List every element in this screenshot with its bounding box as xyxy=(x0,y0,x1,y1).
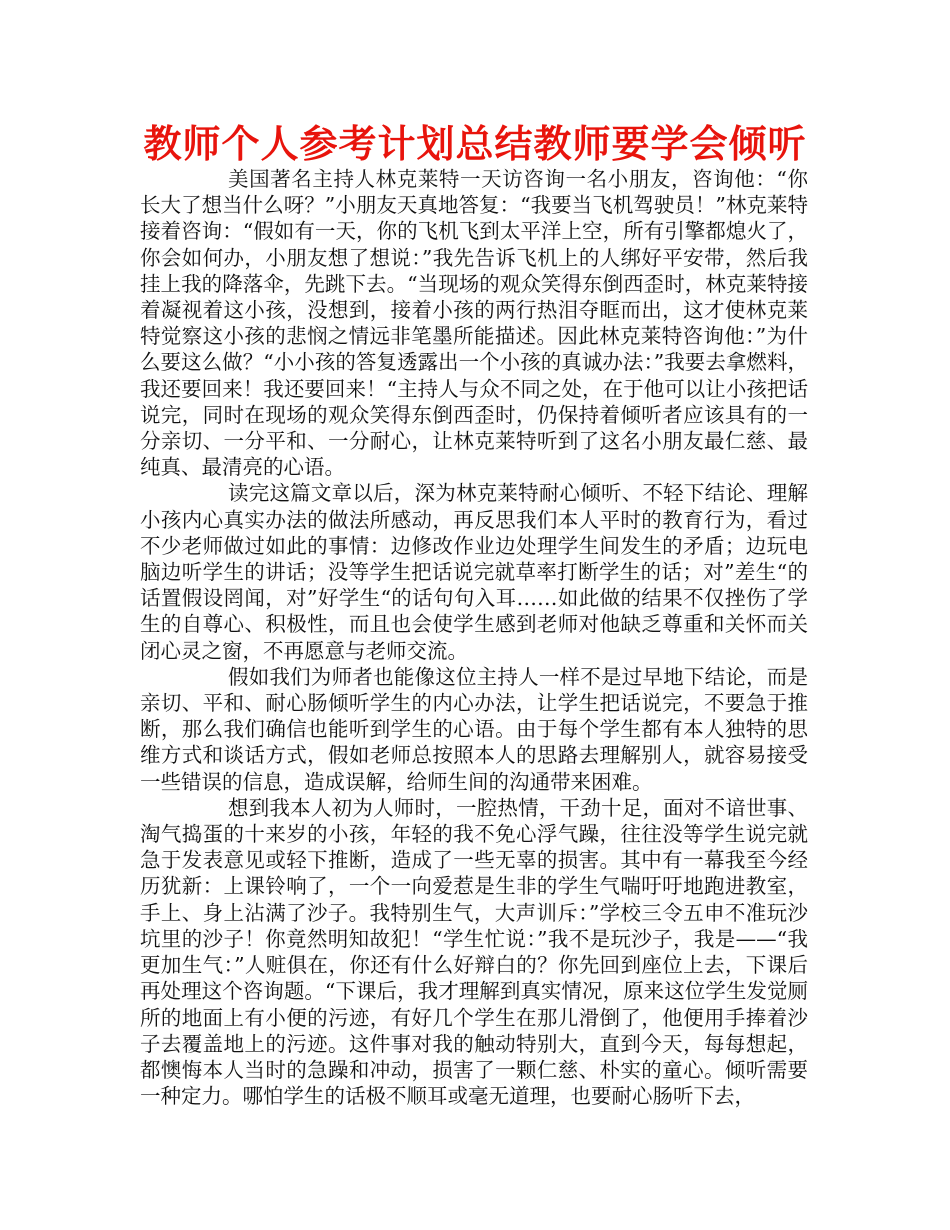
document-title: 教师个人参考计划总结教师要学会倾听 xyxy=(143,122,807,166)
paragraph-3: 假如我们为师者也能像这位主持人一样不是过早地下结论，而是亲切、平和、耐心肠倾听学生的内心办法，让学生把话说完，不要急于推断，那么我们确信也能听到学生的心语。由于每个学生都有本人独特的思维方式和谈话方式，假如老师总按照本人的思路去理解别人，就容易接受一些错误的信息，造成误解，给师生间的沟通带来困难。 xyxy=(140,664,808,794)
paragraph-1: 美国著名主持人林克莱特一天访咨询一名小朋友，咨询他：“你长大了想当什么呀？”小朋友天真地答复：“我要当飞机驾驶员！”林克莱特接着咨询：“假如有一天，你的飞机飞到太平洋上空，所有引擎都熄火了，你会如何办，小朋友想了想说：”我先告诉飞机上的人绑好平安带，然后我挂上我的降落伞，先跳下去。“当现场的观众笑得东倒西歪时，林克莱特接着凝视着这小孩，没想到，接着小孩的两行热泪夺眶而出，这才使林克莱特觉察这小孩的悲悯之情远非笔墨所能描述。因此林克莱特咨询他：”为什么要这么做？“小小孩的答复透露出一个小孩的真诚办法：”我要去拿燃料，我还要回来！我还要回来！“主持人与众不同之处，在于他可以让小孩把话说完，同时在现场的观众笑得东倒西歪时，仍保持着倾听者应该具有的一分亲切、一分平和、一分耐心，让林克莱特听到了这名小朋友最仁慈、最纯真、最清亮的心语。 xyxy=(140,167,808,480)
document-body xyxy=(140,166,808,1109)
paragraph-2: 读完这篇文章以后，深为林克莱特耐心倾听、不轻下结论、理解小孩内心真实办法的做法所感动，再反思我们本人平时的教育行为，看过不少老师做过如此的事情：边修改作业边处理学生间发生的矛盾；边玩电脑边听学生的讲话；没等学生把话说完就草率打断学生的话；对”差生“的话置假设罔闻，对”好学生“的话句句入耳……如此做的结果不仅挫伤了学生的自尊心、积极性，而且也会使学生感到老师对他缺乏尊重和关怀而关闭心灵之窗，不再愿意与老师交流。 xyxy=(140,481,808,663)
paragraph-4: 想到我本人初为人师时，一腔热情，干劲十足，面对不谙世事、淘气捣蛋的十来岁的小孩，年轻的我不免心浮气躁，往往没等学生说完就急于发表意见或轻下推断，造成了一些无辜的损害。其中有一幕我至今经历犹新：上课铃响了，一个一向爱惹是生非的学生气喘吁吁地跑进教室，手上、身上沾满了沙子。我特别生气，大声训斥：”学校三令五申不准玩沙坑里的沙子！你竟然明知故犯！“学生忙说：”我不是玩沙子，我是——“我更加生气：”人赃俱在，你还有什么好辩白的？你先回到座位上去，下课后再处理这个咨询题。“下课后，我才理解到真实情况，原来这位学生发觉厕所的地面上有小便的污迹，有好几个学生在那儿滑倒了，他便用手捧着沙子去覆盖地上的污迹。这件事对我的触动特别大，直到今天，每每想起，都懊悔本人当时的急躁和冲动，损害了一颗仁慈、朴实的童心。倾听需要一种定力。哪怕学生的话极不顺耳或毫无道理，也要耐心肠听下去， xyxy=(140,795,808,1109)
